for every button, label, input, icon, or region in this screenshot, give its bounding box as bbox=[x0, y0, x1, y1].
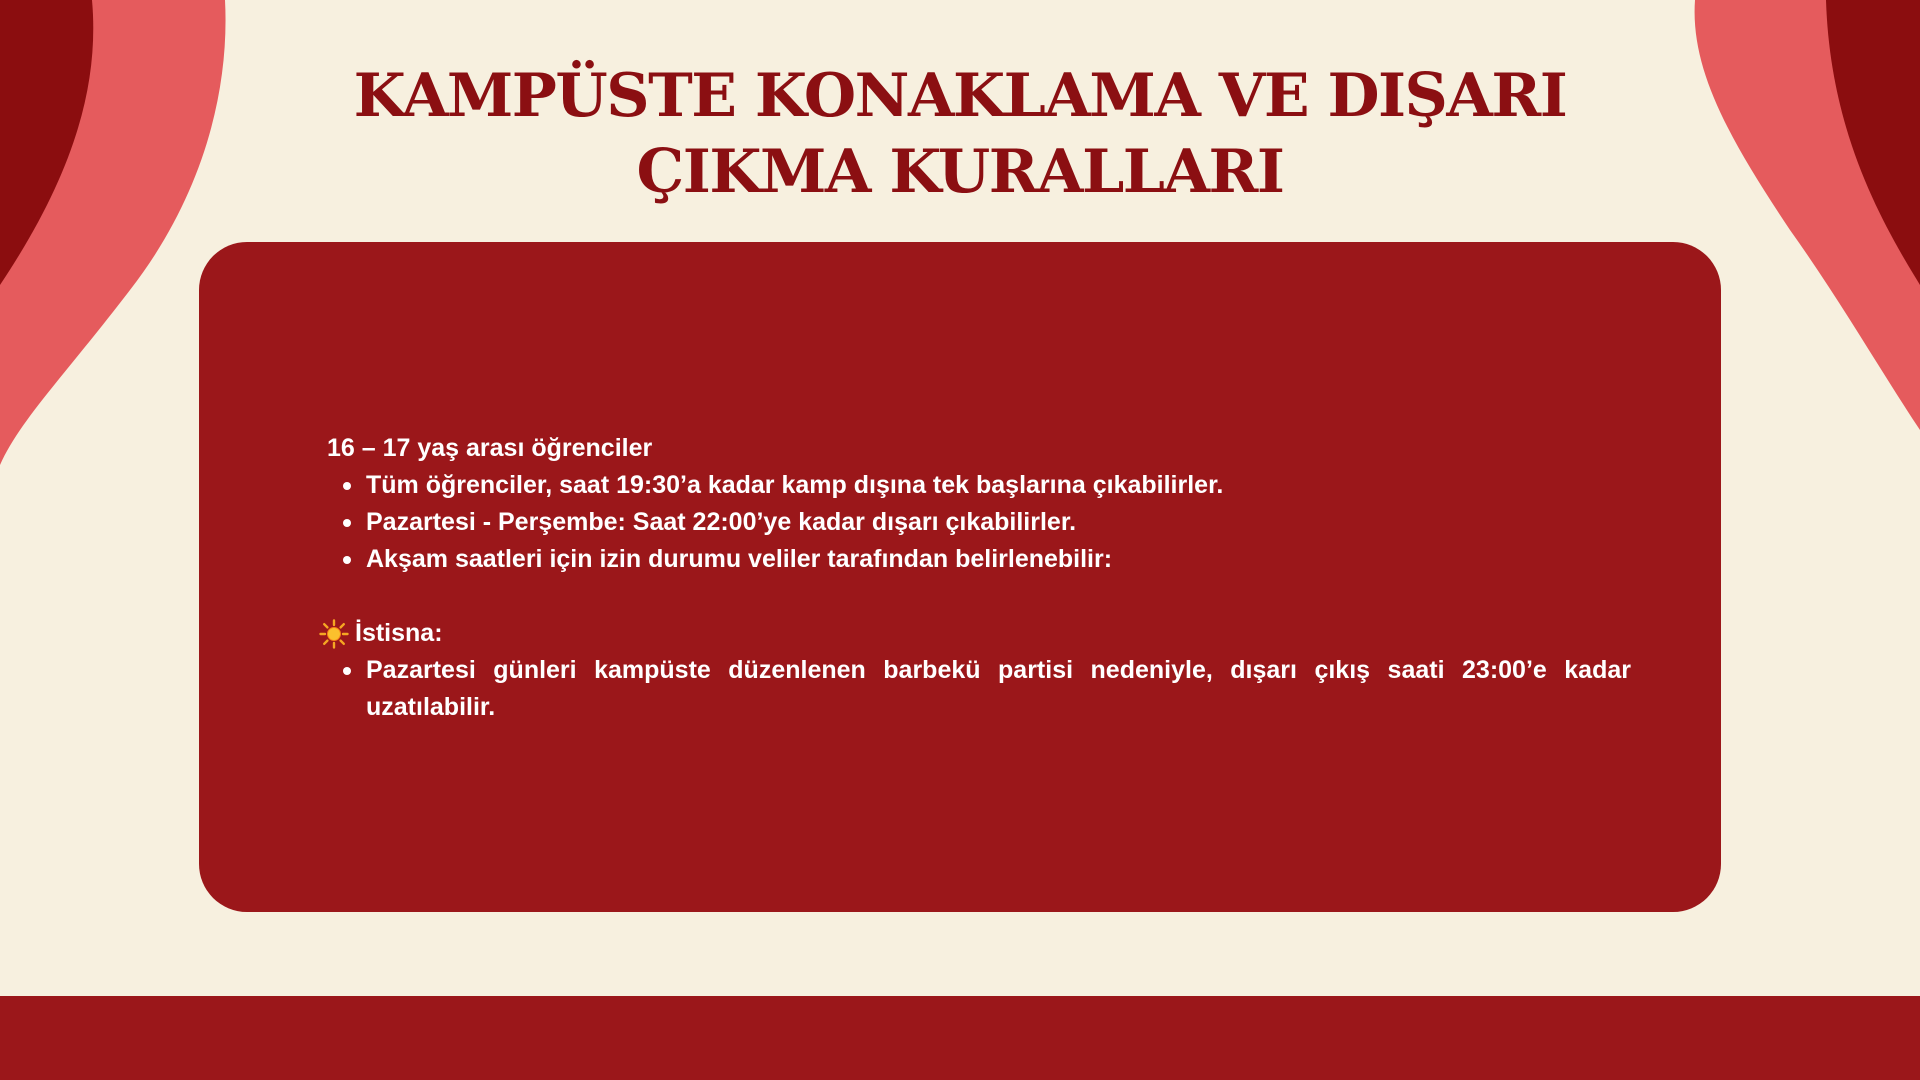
right-dark-wave bbox=[1826, 0, 1920, 285]
rules-list bbox=[319, 467, 1631, 578]
left-dark-wave bbox=[0, 0, 93, 285]
right-coral-wave bbox=[1695, 0, 1920, 430]
exception-label: İstisna: bbox=[355, 619, 443, 647]
list-item: Pazartesi günleri kampüste düzenlenen barbekü partisi nedeniyle, dışarı çıkış saati 23:00’e kadar uzatılabilir. bbox=[319, 652, 1631, 726]
slide-title: KAMPÜSTE KONAKLAMA VE DIŞARI ÇIKMA KURALLARI bbox=[353, 61, 1567, 207]
exception-heading bbox=[319, 615, 1631, 652]
list-item: Akşam saatleri için izin durumu veliler tarafından belirlenebilir: bbox=[319, 541, 1631, 578]
left-coral-wave bbox=[0, 0, 226, 465]
list-item: Tüm öğrenciler, saat 19:30’a kadar kamp dışına tek başlarına çıkabilirler. bbox=[319, 467, 1631, 504]
footer-band bbox=[0, 996, 1920, 1080]
rules-card bbox=[199, 242, 1721, 912]
age-group-heading: 16 – 17 yaş arası öğrenciler bbox=[327, 434, 653, 462]
list-item: Pazartesi - Perşembe: Saat 22:00’ye kadar dışarı çıkabilirler. bbox=[319, 504, 1631, 541]
exception-list bbox=[319, 652, 1631, 726]
sun-icon bbox=[319, 619, 349, 649]
